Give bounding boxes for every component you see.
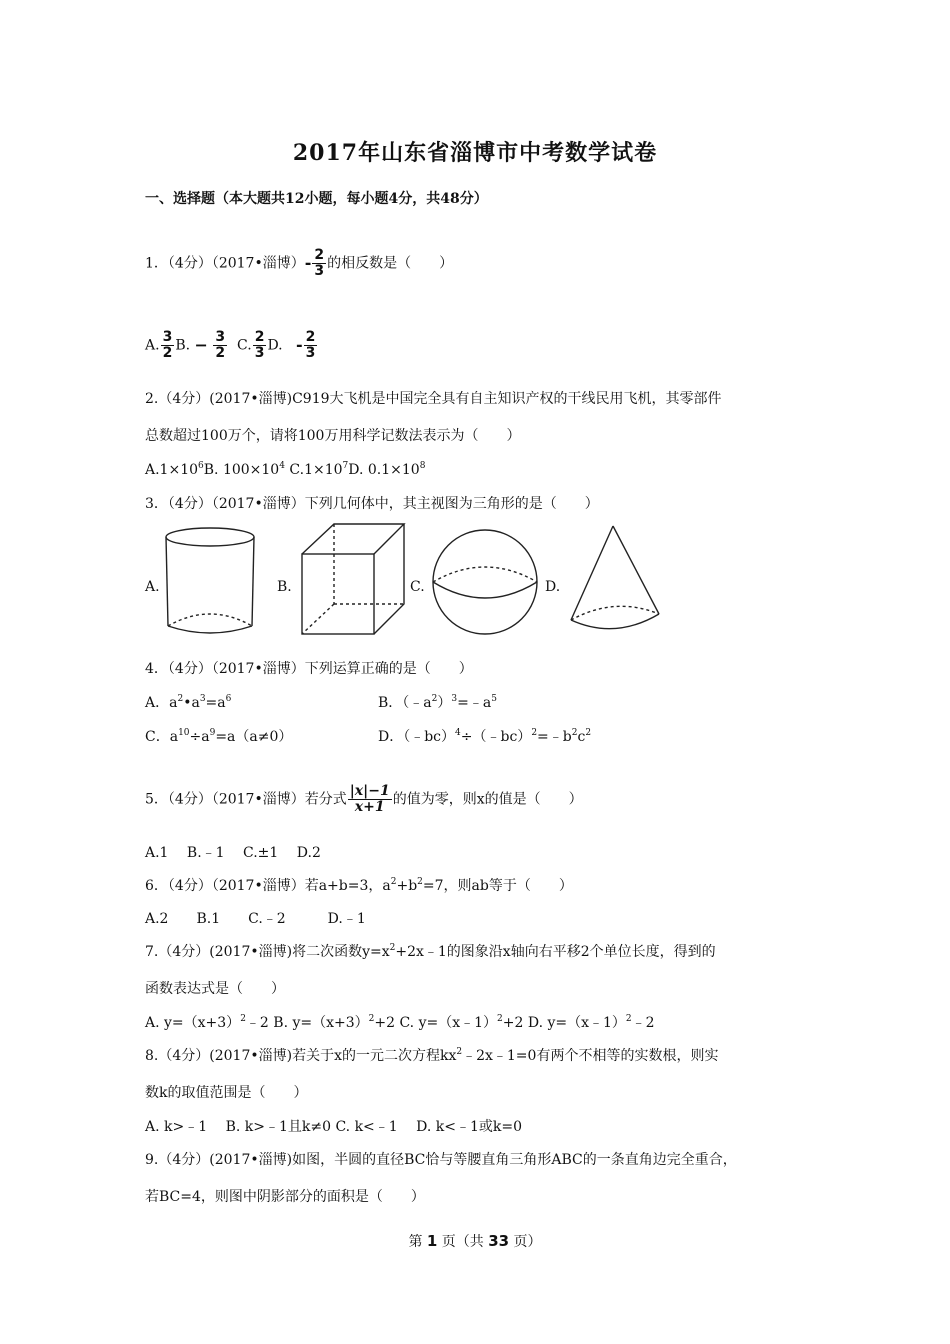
q6-s2: 2 (417, 877, 423, 887)
q4-d-t4: c (577, 729, 586, 745)
q1-opt-c-num: 2 (254, 329, 265, 345)
q4-a-t2: •a (183, 695, 200, 711)
q1-opt-b-num: 3 (215, 329, 226, 345)
question-7-line-2: 函数表达式是（ ） (145, 981, 285, 997)
q1-opt-d-fraction (304, 330, 318, 361)
q2-opt-b: B. 100×10 (203, 462, 280, 478)
q1-num: 2 (314, 247, 325, 263)
q3-label-a: A. (145, 579, 160, 595)
q4-c-s2: 9 (209, 728, 216, 738)
q2-opt-c-exp: 7 (342, 461, 349, 471)
question-3-stem: 3．（4分）（2017•淄博）下列几何体中，其主视图为三角形的是（ ） (145, 496, 599, 512)
q7-os2: 2 (368, 1014, 375, 1024)
q1-opt-b-label: B. (175, 337, 191, 354)
q7-s1: 2 (389, 943, 396, 953)
q7-os3: 2 (497, 1014, 503, 1024)
q3-label-c: C. (410, 579, 425, 595)
q4-a-s1: 2 (177, 694, 184, 704)
q4-b-t3: =﹣a (457, 695, 492, 711)
q5-fraction (348, 784, 392, 815)
q1-prefix: 1．（4分）（2017•淄博） (145, 255, 305, 272)
q4-a-t1: A．a (145, 695, 178, 711)
q7-o4: +2 D. y=（x﹣1） (502, 1015, 626, 1031)
q5-num: |x|−1 (349, 783, 390, 799)
q8-t1: 8.（4分）(2017•淄博)若关于x的一元二次方程kx (145, 1048, 457, 1064)
q4-b-t2: ） (437, 695, 452, 711)
q7-os1: 2 (240, 1014, 246, 1024)
q1-fraction (312, 248, 326, 279)
q1-neg: - (304, 253, 312, 273)
q1-opt-b-den: 2 (215, 345, 226, 361)
q7-o3: +2 C. y=（x﹣1） (374, 1015, 498, 1031)
q7-o2: ﹣2 B. y=（x+3） (245, 1015, 369, 1031)
footer-total-pages: 33 (488, 1232, 510, 1250)
q4-d-t3: =﹣b (537, 729, 572, 745)
question-6-stem (145, 877, 573, 895)
q4-option-b (378, 694, 497, 712)
footer-mid: 页（共 (437, 1234, 489, 1250)
q4-option-c (145, 728, 292, 746)
q1-opt-d-num: 2 (305, 329, 316, 345)
question-6-options: A.2 B.1 C.﹣2 D.﹣1 (145, 911, 366, 927)
question-7-line-1 (145, 943, 716, 961)
q5-suffix: 的值为零，则x的值是（ ） (392, 791, 583, 808)
cylinder-figure (163, 522, 259, 640)
q4-d-t2: ÷（﹣bc） (460, 729, 532, 745)
q8-t2: ﹣2x﹣1=0有两个不相等的实数根，则实 (462, 1048, 719, 1064)
question-7-options (145, 1014, 655, 1032)
q3-label-b: B. (277, 579, 292, 595)
page-title: 2017年山东省淄博市中考数学试卷 (292, 140, 658, 166)
q4-option-d (378, 728, 591, 746)
q4-b-s1: 2 (431, 694, 438, 704)
cone-figure (565, 522, 665, 640)
q2-opt-d: D. 0.1×10 (348, 462, 420, 478)
q1-opt-c-label: C. (237, 337, 252, 354)
q1-opt-d-label: D. (267, 337, 283, 354)
q1-opt-a-fraction (161, 330, 175, 361)
q7-o1: A. y=（x+3） (145, 1015, 241, 1031)
q1-opt-c-fraction (253, 330, 267, 361)
question-1-options (145, 330, 318, 361)
q6-t3: =7，则ab等于（ ） (422, 878, 573, 894)
footer-page-number: 1 (426, 1232, 438, 1250)
question-1-stem (145, 248, 453, 279)
q2-opt-b-exp: 4 (279, 461, 285, 471)
question-4-stem: 4．（4分）（2017•淄博）下列运算正确的是（ ） (145, 661, 473, 677)
q1-opt-c-den: 3 (254, 345, 265, 361)
question-9-line-2: 若BC=4，则图中阴影部分的面积是（ ） (145, 1189, 425, 1205)
question-2-options (145, 461, 425, 479)
question-5-options: A.1 B.﹣1 C.±1 D.2 (145, 845, 321, 861)
q6-t2: +b (396, 878, 418, 894)
q4-c-s1: 10 (178, 728, 190, 738)
q5-prefix: 5．（4分）（2017•淄博）若分式 (145, 791, 347, 808)
q2-opt-a: A.1×10 (145, 462, 199, 478)
q3-label-d: D. (545, 579, 561, 595)
q4-d-s2: 2 (531, 728, 538, 738)
q1-opt-b-fraction (213, 330, 227, 361)
q7-os4: 2 (625, 1014, 632, 1024)
q4-d-s1: 4 (455, 728, 461, 738)
q7-t2: +2x﹣1的图象沿x轴向右平移2个单位长度，得到的 (395, 944, 716, 960)
q1-opt-a-den: 2 (162, 345, 173, 361)
question-8-line-2: 数k的取值范围是（ ） (145, 1085, 308, 1101)
q4-b-t1: B．（﹣a (378, 695, 432, 711)
q7-t1: 7.（4分）(2017•淄博)将二次函数y=x (145, 944, 390, 960)
q6-s1: 2 (390, 877, 397, 887)
q1-opt-a-num: 3 (162, 329, 173, 345)
section-heading: 一、选择题（本大题共12小题，每小题4分，共48分） (145, 191, 488, 207)
q4-c-t3: =a（a≠0） (215, 729, 293, 745)
q4-c-t1: C．a (145, 729, 179, 745)
q1-opt-b-neg: − (194, 335, 208, 355)
q4-b-s3: 5 (491, 694, 497, 704)
q1-opt-d-neg: - (296, 335, 303, 355)
q2-opt-c: C.1×10 (284, 462, 343, 478)
q4-d-s4: 2 (585, 728, 592, 738)
q7-o5: ﹣2 (631, 1015, 655, 1031)
sphere-figure (430, 522, 540, 640)
q5-den: x+1 (354, 799, 385, 815)
q8-s1: 2 (456, 1047, 463, 1057)
question-9-line-1: 9.（4分）(2017•淄博)如图，半圆的直径BC恰与等腰直角三角形ABC的一条直角边完全重合， (145, 1152, 737, 1168)
question-8-options: A. k>﹣1 B. k>﹣1且k≠0 C. k<﹣1 D. k<﹣1或k=0 (145, 1119, 523, 1135)
question-8-line-1 (145, 1047, 718, 1065)
page-footer (0, 1231, 950, 1251)
q4-b-s2: 3 (451, 694, 458, 704)
cube-figure (298, 522, 408, 640)
q4-a-t3: =a (205, 695, 226, 711)
q4-d-t1: D．（﹣bc） (378, 729, 456, 745)
q1-den: 3 (314, 263, 325, 279)
question-5-stem (145, 784, 583, 815)
q2-opt-d-exp: 8 (419, 461, 426, 471)
q1-opt-a-label: A. (145, 337, 160, 354)
q4-a-s2: 3 (199, 694, 206, 704)
q4-c-t2: ÷a (189, 729, 210, 745)
q1-suffix: 的相反数是（ ） (327, 255, 454, 272)
q4-a-s3: 6 (225, 694, 232, 704)
q2-opt-a-exp: 6 (198, 461, 204, 471)
q4-option-a (145, 694, 231, 712)
q4-d-s3: 2 (571, 728, 578, 738)
question-2-line-1: 2.（4分）(2017•淄博)C919大飞机是中国完全具有自主知识产权的干线民用飞机，其零部件 (145, 391, 722, 407)
q6-t1: 6．（4分）（2017•淄博）若a+b=3，a (145, 878, 391, 894)
question-2-line-2: 总数超过100万个，请将100万用科学记数法表示为（ ） (145, 428, 521, 444)
q1-opt-d-den: 3 (305, 345, 316, 361)
footer-post: 页） (509, 1234, 542, 1250)
footer-pre: 第 (408, 1234, 427, 1250)
